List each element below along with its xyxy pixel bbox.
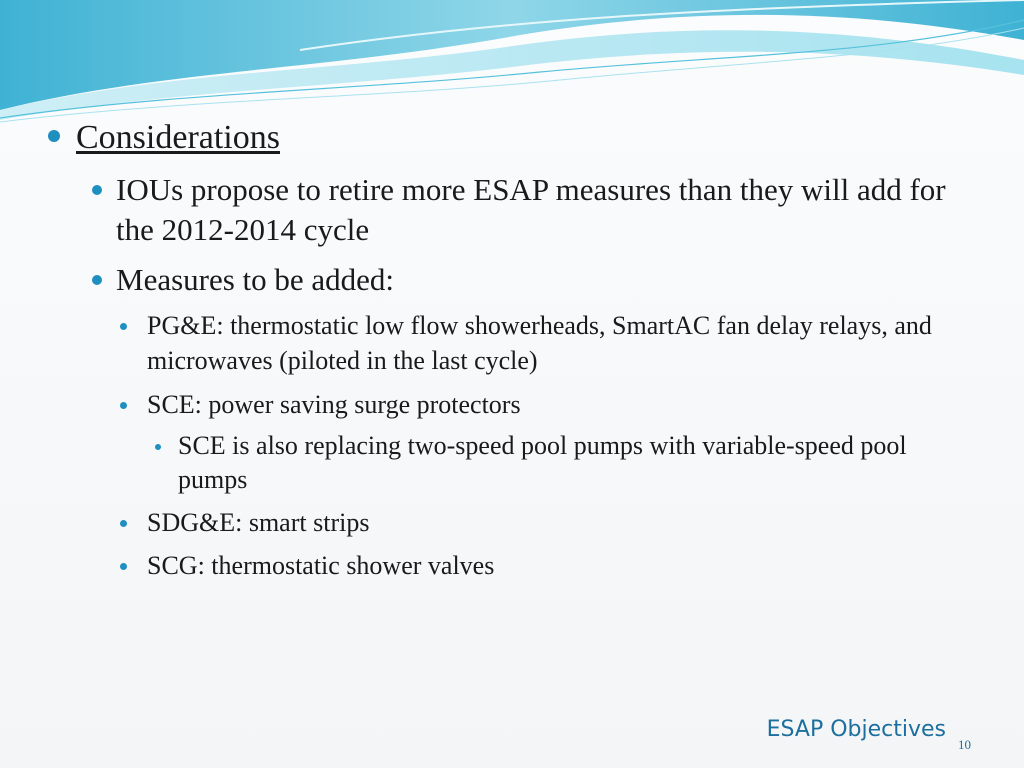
bullet-text: Considerations <box>76 119 280 156</box>
bullet-sdge <box>120 505 970 540</box>
bullet-dot-icon <box>120 520 127 527</box>
bullet-ious-propose <box>92 170 982 250</box>
bullet-sce-pool-pumps <box>155 429 975 497</box>
bullet-text: Measures to be added: <box>116 262 395 297</box>
header-wave-decoration <box>0 0 1024 130</box>
bullet-text: IOUs propose to retire more ESAP measures than they will add for the 2012-2014 cycle <box>116 172 946 247</box>
bullet-text: SCE is also replacing two-speed pool pumps with variable-speed pool pumps <box>178 431 907 494</box>
bullet-considerations <box>48 118 978 159</box>
bullet-dot-icon <box>120 402 127 409</box>
footer-title: ESAP Objectives <box>766 717 946 742</box>
bullet-scg <box>120 548 970 583</box>
bullet-dot-icon <box>155 444 161 450</box>
bullet-text: PG&E: thermostatic low flow showerheads, SmartAC fan delay relays, and microwaves (piloted in the last cycle) <box>147 311 932 375</box>
bullet-sce <box>120 387 970 422</box>
bullet-text: SCG: thermostatic shower valves <box>147 551 495 580</box>
bullet-text: SDG&E: smart strips <box>147 508 370 537</box>
bullet-measures-added <box>92 260 982 300</box>
bullet-dot-icon <box>48 130 60 142</box>
bullet-dot-icon <box>92 185 102 195</box>
bullet-dot-icon <box>120 323 127 330</box>
bullet-dot-icon <box>120 563 127 570</box>
bullet-pge <box>120 308 970 378</box>
bullet-text: SCE: power saving surge protectors <box>147 390 521 419</box>
bullet-dot-icon <box>92 275 102 285</box>
page-number: 10 <box>958 737 971 752</box>
